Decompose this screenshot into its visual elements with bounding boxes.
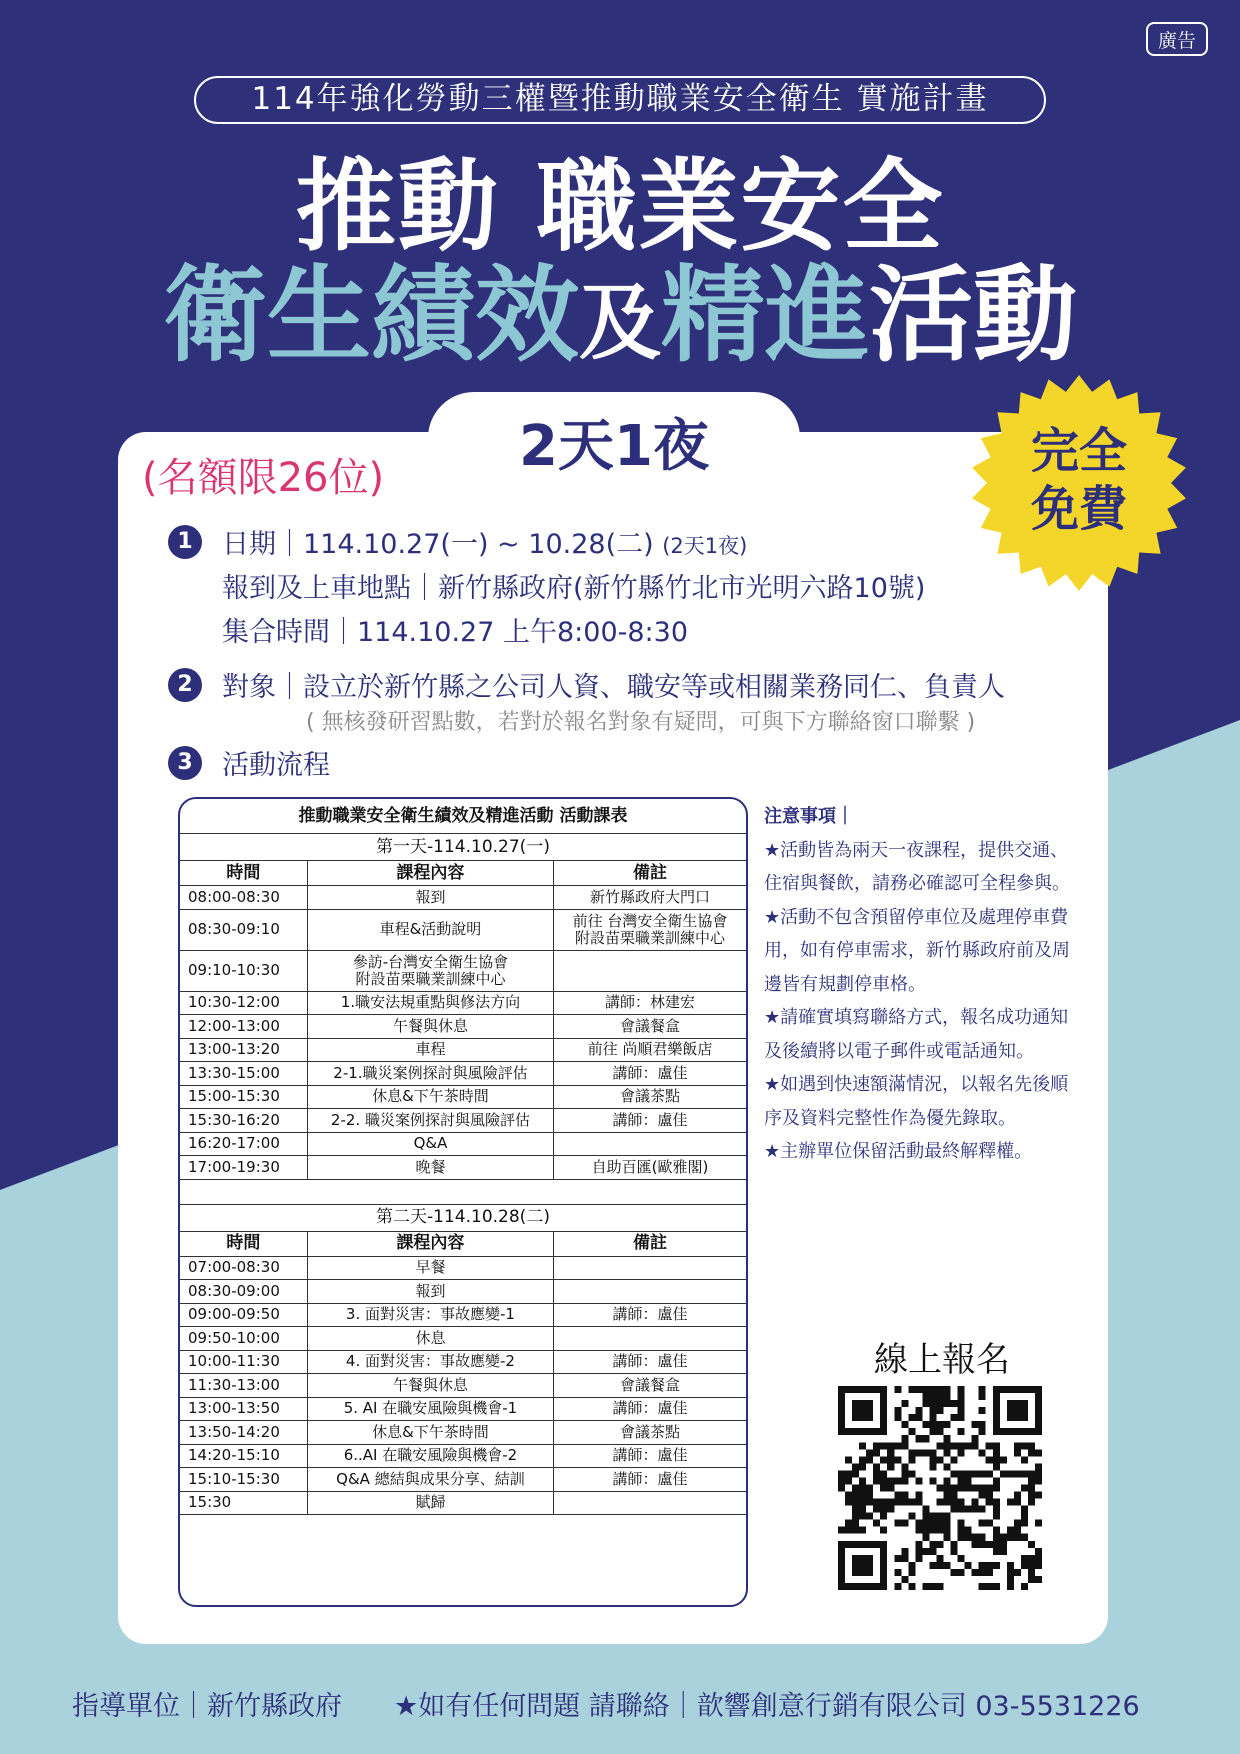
title-part-d: 活動 bbox=[869, 254, 1078, 376]
schedule-title-cell: 推動職業安全衛生績效及精進活動 活動課表 bbox=[180, 799, 746, 834]
remark-cell: 講師：盧佳 bbox=[554, 1350, 746, 1374]
course-cell: 1.職安法規重點與修法方向 bbox=[307, 991, 553, 1015]
day-label-cell: 第二天-114.10.28(二) bbox=[180, 1204, 746, 1231]
course-cell: 參訪-台灣安全衛生協會 附設苗栗職業訓練中心 bbox=[307, 950, 553, 991]
guide-unit: 指導單位｜新竹縣政府 bbox=[72, 1691, 342, 1722]
course-cell: 5. AI 在職安風險與機會-1 bbox=[307, 1397, 553, 1421]
table-row bbox=[180, 1109, 746, 1133]
remark-cell: 講師：盧佳 bbox=[554, 1303, 746, 1327]
note-item: ★活動皆為兩天一夜課程，提供交通、住宿與餐飲，請務必確認可全程參與。 bbox=[764, 839, 1070, 894]
event-date-note: (2天1夜) bbox=[662, 534, 748, 558]
course-cell: 車程 bbox=[307, 1038, 553, 1062]
remark-cell: 會議餐盒 bbox=[554, 1374, 746, 1398]
time-cell: 13:30-15:00 bbox=[180, 1062, 307, 1086]
title-part-a: 衛生績效 bbox=[162, 254, 579, 376]
table-row bbox=[180, 1491, 746, 1515]
title-part-c: 精進 bbox=[661, 254, 870, 376]
table-row bbox=[180, 1444, 746, 1468]
schedule-header bbox=[180, 1231, 746, 1256]
remark-cell: 前往 尚順君樂飯店 bbox=[554, 1038, 746, 1062]
note-item: ★主辦單位保留活動最終解釋權。 bbox=[764, 1141, 1033, 1162]
time-cell: 15:10-15:30 bbox=[180, 1468, 307, 1492]
time-cell: 時間 bbox=[180, 1231, 307, 1256]
schedule-title bbox=[180, 799, 746, 834]
course-cell: 車程&活動說明 bbox=[307, 909, 553, 950]
remark-cell bbox=[554, 1280, 746, 1304]
table-row bbox=[180, 1062, 746, 1086]
time-cell: 09:50-10:00 bbox=[180, 1327, 307, 1351]
quota-text: (名額限26位) bbox=[142, 455, 385, 501]
time-cell: 08:30-09:00 bbox=[180, 1280, 307, 1304]
remark-cell: 自助百匯(歐雅閣) bbox=[554, 1156, 746, 1180]
event-location: 報到及上車地點｜新竹縣政府(新竹縣竹北市光明六路10號) bbox=[222, 573, 926, 604]
course-cell: 早餐 bbox=[307, 1256, 553, 1280]
target-audience: 對象｜設立於新竹縣之公司人資、職安等或相關業務同仁、負責人 bbox=[222, 672, 1005, 703]
course-cell: 課程內容 bbox=[307, 1231, 553, 1256]
time-cell: 16:20-17:00 bbox=[180, 1132, 307, 1156]
course-cell: 午餐與休息 bbox=[307, 1015, 553, 1039]
table-row bbox=[180, 1156, 746, 1180]
duration-text: 2天1夜 bbox=[519, 414, 709, 479]
course-cell: 休息&下午茶時間 bbox=[307, 1421, 553, 1445]
time-cell: 08:30-09:10 bbox=[180, 909, 307, 950]
time-cell: 10:00-11:30 bbox=[180, 1350, 307, 1374]
free-badge-line2: 免費 bbox=[1030, 481, 1127, 537]
day-separator bbox=[180, 1179, 746, 1204]
remark-cell bbox=[554, 1132, 746, 1156]
course-cell: Q&A 總結與成果分享、結訓 bbox=[307, 1468, 553, 1492]
course-cell: 休息 bbox=[307, 1327, 553, 1351]
table-row bbox=[180, 1085, 746, 1109]
table-row bbox=[180, 1421, 746, 1445]
table-row bbox=[180, 1327, 746, 1351]
time-cell: 10:30-12:00 bbox=[180, 991, 307, 1015]
table-row bbox=[180, 1350, 746, 1374]
section-number-3: 3 bbox=[168, 746, 202, 780]
course-cell: 4. 面對災害：事故應變-2 bbox=[307, 1350, 553, 1374]
remark-cell: 會議茶點 bbox=[554, 1085, 746, 1109]
signup-qr-code[interactable] bbox=[838, 1386, 1042, 1590]
time-cell: 12:00-13:00 bbox=[180, 1015, 307, 1039]
table-row bbox=[180, 1015, 746, 1039]
day-label-cell: 第一天-114.10.27(一) bbox=[180, 834, 746, 861]
remark-cell: 前往 台灣安全衛生協會 附設苗栗職業訓練中心 bbox=[554, 909, 746, 950]
remark-cell: 講師：盧佳 bbox=[554, 1109, 746, 1133]
free-badge-text bbox=[968, 422, 1190, 538]
table-row bbox=[180, 909, 746, 950]
day-separator-cell bbox=[180, 1179, 746, 1204]
main-title-line1: 推動 職業安全 bbox=[295, 148, 945, 265]
course-cell: 3. 面對災害：事故應變-1 bbox=[307, 1303, 553, 1327]
remark-cell: 備註 bbox=[554, 1231, 746, 1256]
activity-flow-heading: 活動流程 bbox=[222, 750, 330, 781]
time-cell: 15:30 bbox=[180, 1491, 307, 1515]
course-cell: 6..AI 在職安風險與機會-2 bbox=[307, 1444, 553, 1468]
time-cell: 14:20-15:10 bbox=[180, 1444, 307, 1468]
note-item: ★請確實填寫聯絡方式，報名成功通知及後續將以電子郵件或電話通知。 bbox=[764, 1007, 1069, 1062]
time-cell: 15:30-16:20 bbox=[180, 1109, 307, 1133]
time-cell: 07:00-08:30 bbox=[180, 1256, 307, 1280]
section-number-1: 1 bbox=[168, 525, 202, 559]
time-cell: 15:00-15:30 bbox=[180, 1085, 307, 1109]
remark-cell bbox=[554, 1491, 746, 1515]
free-badge-line1: 完全 bbox=[1030, 423, 1127, 479]
remark-cell: 講師：盧佳 bbox=[554, 1444, 746, 1468]
section-number-2: 2 bbox=[168, 668, 202, 702]
schedule-header bbox=[180, 861, 746, 886]
remark-cell: 新竹縣政府大門口 bbox=[554, 886, 746, 910]
target-note: ( 無核發研習點數，若對於報名對象有疑問，可與下方聯絡窗口聯繫 ) bbox=[306, 710, 976, 735]
table-row bbox=[180, 1303, 746, 1327]
course-cell: 晚餐 bbox=[307, 1156, 553, 1180]
course-cell: Q&A bbox=[307, 1132, 553, 1156]
course-cell: 2-2. 職災案例探討與風險評估 bbox=[307, 1109, 553, 1133]
remark-cell bbox=[554, 1327, 746, 1351]
table-row bbox=[180, 950, 746, 991]
schedule-table bbox=[178, 797, 748, 1607]
table-row bbox=[180, 1397, 746, 1421]
event-date bbox=[222, 522, 747, 561]
ad-badge: 廣告 bbox=[1146, 22, 1208, 56]
course-cell: 賦歸 bbox=[307, 1491, 553, 1515]
time-cell: 13:00-13:50 bbox=[180, 1397, 307, 1421]
course-cell: 午餐與休息 bbox=[307, 1374, 553, 1398]
table-row bbox=[180, 1280, 746, 1304]
day-label bbox=[180, 834, 746, 861]
note-item: ★如遇到快速額滿情況，以報名先後順序及資料完整性作為優先錄取。 bbox=[764, 1074, 1069, 1129]
remark-cell: 會議茶點 bbox=[554, 1421, 746, 1445]
online-signup-label: 線上報名 bbox=[874, 1340, 1010, 1380]
table-row bbox=[180, 1256, 746, 1280]
remark-cell bbox=[554, 950, 746, 991]
remark-cell: 講師：盧佳 bbox=[554, 1468, 746, 1492]
time-cell: 13:50-14:20 bbox=[180, 1421, 307, 1445]
remark-cell: 講師：盧佳 bbox=[554, 1397, 746, 1421]
course-cell: 課程內容 bbox=[307, 861, 553, 886]
contact-info: ★如有任何問題 請聯絡｜歆響創意行銷有限公司 03-5531226 bbox=[394, 1691, 1140, 1722]
course-cell: 報到 bbox=[307, 1280, 553, 1304]
table-row bbox=[180, 1468, 746, 1492]
table-row bbox=[180, 1132, 746, 1156]
remark-cell: 講師：林建宏 bbox=[554, 991, 746, 1015]
main-title-line2 bbox=[0, 254, 1240, 381]
remark-cell: 備註 bbox=[554, 861, 746, 886]
table-row bbox=[180, 991, 746, 1015]
time-cell: 時間 bbox=[180, 861, 307, 886]
time-cell: 13:00-13:20 bbox=[180, 1038, 307, 1062]
remark-cell: 講師：盧佳 bbox=[554, 1062, 746, 1086]
day-label bbox=[180, 1204, 746, 1231]
course-cell: 報到 bbox=[307, 886, 553, 910]
plan-title: 114年強化勞動三權暨推動職業安全衛生 實施計畫 bbox=[194, 76, 1046, 124]
course-cell: 2-1.職災案例探討與風險評估 bbox=[307, 1062, 553, 1086]
time-cell: 09:00-09:50 bbox=[180, 1303, 307, 1327]
notes-title: 注意事項｜ bbox=[764, 806, 854, 827]
table-row bbox=[180, 1374, 746, 1398]
remark-cell: 會議餐盒 bbox=[554, 1015, 746, 1039]
time-cell: 17:00-19:30 bbox=[180, 1156, 307, 1180]
remark-cell bbox=[554, 1256, 746, 1280]
notes-list bbox=[764, 834, 1084, 1169]
time-cell: 09:10-10:30 bbox=[180, 950, 307, 991]
course-cell: 休息&下午茶時間 bbox=[307, 1085, 553, 1109]
time-cell: 08:00-08:30 bbox=[180, 886, 307, 910]
note-item: ★活動不包含預留停車位及處理停車費用，如有停車需求，新竹縣政府前及周邊皆有規劃停車格。 bbox=[764, 906, 1070, 995]
event-date-text: 日期｜114.10.27(一) ~ 10.28(二) bbox=[222, 529, 654, 560]
title-part-b: 及 bbox=[578, 276, 661, 371]
table-row bbox=[180, 886, 746, 910]
gather-time: 集合時間｜114.10.27 上午8:00-8:30 bbox=[222, 617, 689, 648]
table-row bbox=[180, 1038, 746, 1062]
notes-panel bbox=[764, 800, 1084, 1169]
time-cell: 11:30-13:00 bbox=[180, 1374, 307, 1398]
